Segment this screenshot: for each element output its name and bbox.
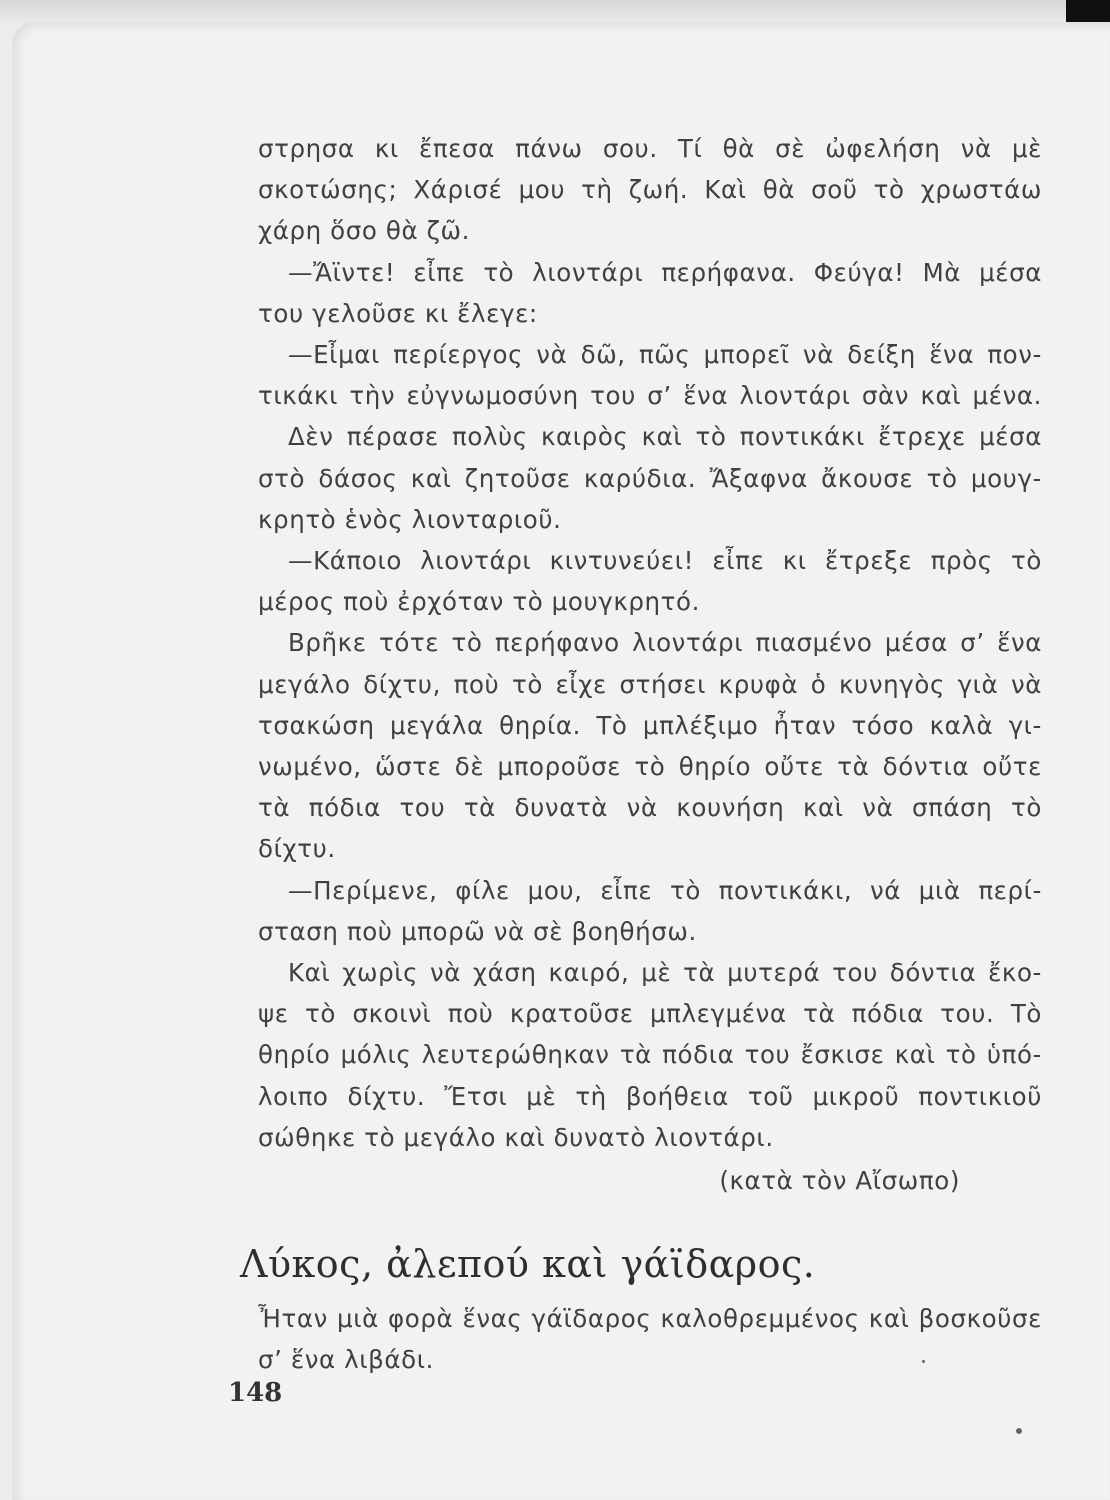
text-line: κρητὸ ἑνὸς λιονταριοῦ. bbox=[258, 504, 562, 534]
text-line: τὰ πόδια του τὰ δυνατὰ νὰ κουνήση καὶ νὰ σπάση τὸ bbox=[258, 793, 1042, 823]
page-number: 148 bbox=[228, 1378, 283, 1408]
scan-corner-mark bbox=[1066, 0, 1110, 22]
text-line: τσακώση μεγάλα θηρία. Τὸ μπλέξιμο ἦταν τόσο καλὰ γι- bbox=[258, 710, 1042, 740]
text-line: σταση ποὺ μπορῶ νὰ σὲ βοηθήσω. bbox=[258, 916, 697, 946]
scan-speck bbox=[1016, 1428, 1022, 1434]
text-line: Βρῆκε τότε τὸ περήφανο λιοντάρι πιασμένο μέσα σ’ ἕνα bbox=[288, 628, 1042, 658]
text-line: σκοτώσης; Χάρισέ μου τὴ ζωή. Καὶ θὰ σοῦ τὸ χρωστάω bbox=[258, 175, 1042, 205]
text-line: σώθηκε τὸ μεγάλο καὶ δυνατὸ λιοντάρι. bbox=[258, 1122, 774, 1152]
text-line: μέρος ποὺ ἐρχόταν τὸ μουγκρητό. bbox=[258, 587, 700, 617]
text-line: —Ἄϊντε! εἶπε τὸ λιοντάρι περήφανα. Φεύγα! Μὰ μέσα bbox=[288, 257, 1042, 287]
text-line: νωμένο, ὥστε δὲ μποροῦσε τὸ θηρίο οὔτε τὰ δόντια οὔτε bbox=[258, 752, 1042, 782]
text-line: χάρη ὅσο θὰ ζῶ. bbox=[258, 216, 471, 246]
text-line: δίχτυ. bbox=[258, 834, 336, 864]
text-line: σ’ ἕνα λιβάδι. bbox=[258, 1345, 435, 1375]
text-line: Δὲν πέρασε πολὺς καιρὸς καὶ τὸ ποντικάκι ἔτρεχε μέσα bbox=[288, 422, 1042, 452]
next-story-text bbox=[258, 1298, 1042, 1380]
text-line: ψε τὸ σκοινὶ ποὺ κρατοῦσε μπλεγμένα τὰ πόδια του. Τὸ bbox=[258, 999, 1042, 1029]
scan-top-edge bbox=[0, 0, 1110, 24]
story-attribution: (κατὰ τὸν Αἴσωπο) bbox=[719, 1166, 960, 1195]
text-line: θηρίο μόλις λευτερώθηκαν τὰ πόδια του ἔσκισε καὶ τὸ ὑπό- bbox=[258, 1040, 1042, 1070]
text-line: στρησα κι ἔπεσα πάνω σου. Τί θὰ σὲ ὠφελήση νὰ μὲ bbox=[258, 134, 1042, 163]
story-end-text bbox=[258, 128, 1042, 1158]
text-line: στὸ δάσος καὶ ζητοῦσε καρύδια. Ἄξαφνα ἄκουσε τὸ μουγ- bbox=[258, 463, 1042, 493]
text-line: —Εἶμαι περίεργος νὰ δῶ, πῶς μπορεῖ νὰ δείξη ἕνα πον- bbox=[288, 340, 1042, 370]
text-line: λοιπο δίχτυ. Ἔτσι μὲ τὴ βοήθεια τοῦ μικροῦ ποντικιοῦ bbox=[258, 1081, 1042, 1111]
text-line: Καὶ χωρὶς νὰ χάση καιρό, μὲ τὰ μυτερά του δόντια ἔκο- bbox=[288, 958, 1042, 988]
section-heading: Λύκος, ἀλεπού καὶ γάϊδαρος. bbox=[240, 1242, 816, 1286]
text-line: μεγάλο δίχτυ, ποὺ τὸ εἶχε στήσει κρυφὰ ὁ κυνηγὸς γιὰ νὰ bbox=[258, 669, 1042, 699]
text-line: του γελοῦσε κι ἔλεγε: bbox=[258, 298, 538, 328]
text-line: —Κάποιο λιοντάρι κιντυνεύει! εἶπε κι ἔτρεξε πρὸς τὸ bbox=[288, 546, 1042, 576]
text-line: Ἦταν μιὰ φορὰ ἕνας γάϊδαρος καλοθρεμμένος καὶ βοσκοῦσε bbox=[258, 1304, 1042, 1333]
text-line: τικάκι τὴν εὐγνωμοσύνη του σ’ ἕνα λιοντάρι σὰν καὶ μένα. bbox=[258, 381, 1042, 411]
text-line: —Περίμενε, φίλε μου, εἶπε τὸ ποντικάκι, νά μιὰ περί- bbox=[288, 875, 1042, 905]
scan-speck bbox=[922, 1360, 925, 1363]
